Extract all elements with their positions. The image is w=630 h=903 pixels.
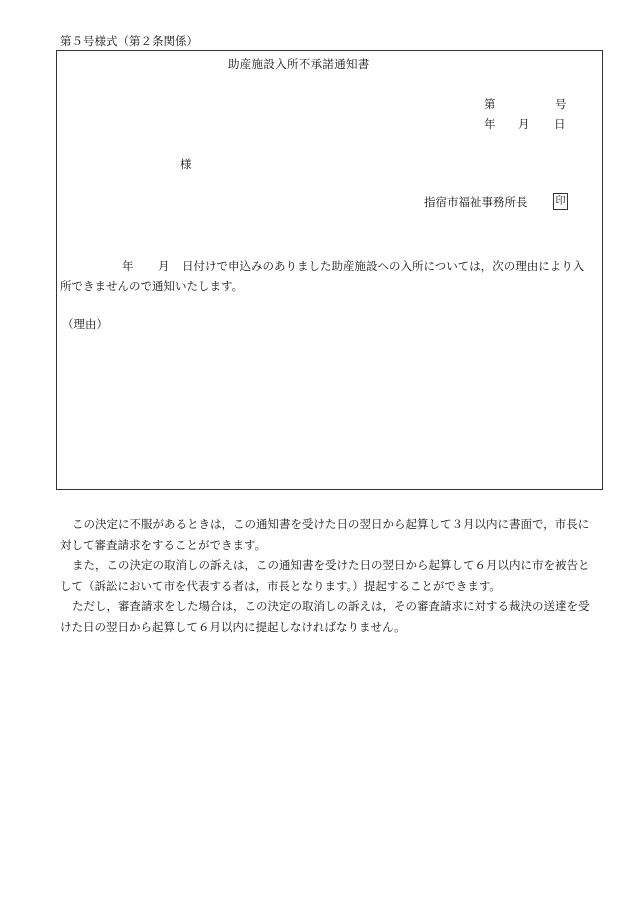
notice-body-line-2: 所できませんので通知いたします。 [60,279,244,293]
issue-date [484,116,566,132]
seal-mark: 印 [553,193,568,210]
appeal-note-line: 対して審査請求をすることができます。 [60,537,267,552]
notice-body [60,256,600,296]
appeal-note-line: けた日の翌日から起算して６月以内に提起しなければなりません。 [60,619,406,634]
document-number-prefix: 第 [484,97,496,111]
application-year: 年 [122,259,134,273]
document-title: 助産施設入所不承諾通知書 [228,57,370,71]
appeal-note-line: この決定に不服があるときは，この通知書を受けた日の翌日から起算して３月以内に書面で，市長に [72,517,590,531]
form-number-label: 第５号様式（第２条関係） [60,34,198,48]
document-number-suffix: 号 [555,97,567,111]
appeal-notes [60,514,605,637]
notice-body-line-1 [60,256,600,276]
appeal-note-line: また，この決定の取消しの訴えは，この通知書を受けた日の翌日から起算して６月以内に市を被告と [72,558,590,572]
issue-date-day: 日 [554,117,566,131]
issue-date-year: 年 [484,117,496,131]
appeal-note-line: して（訴訟において市を代表する者は，市長となります。）提起することができます。 [60,578,501,593]
notice-body-line-1-text: 日付けで申込みのありました助産施設への入所については，次の理由により入 [182,259,585,273]
reason-label: （理由） [62,317,108,331]
addressee-honorific: 様 [180,157,192,171]
appeal-note-line: ただし，審査請求をした場合は，この決定の取消しの訴えは，その審査請求に対する裁決の送達を受 [72,599,590,613]
application-month: 月 [158,259,170,273]
issue-date-month: 月 [518,117,530,131]
sender-title: 指宿市福祉事務所長 [424,195,528,209]
